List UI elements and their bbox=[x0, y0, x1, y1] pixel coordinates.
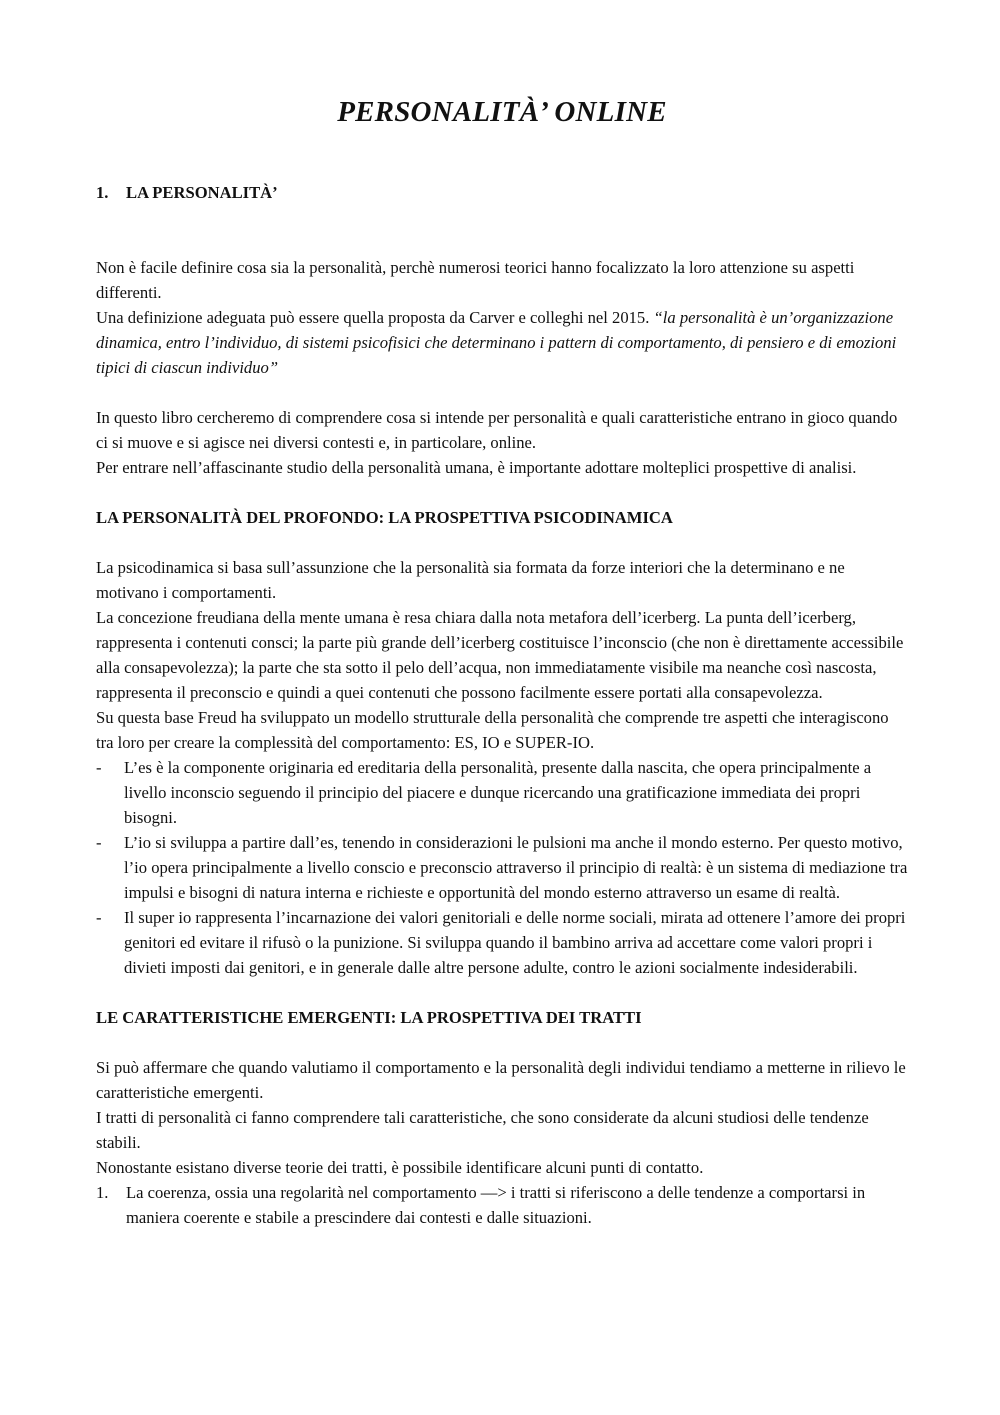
document-title: PERSONALITÀ’ ONLINE bbox=[337, 96, 667, 128]
paragraph: Per entrare nell’affascinante studio della personalità umana, è importante adottare molteplici prospettive di analisi. bbox=[96, 458, 857, 477]
list-item-text: L’io si sviluppa a partire dall’es, tenendo in considerazioni le pulsioni ma anche il mondo esterno. Per questo motivo, l’io opera principalmente a livello conscio e preconscio attraverso il principio di realtà: è un sistema di mediazione tra impulsi e bisogni di natura interna e richieste e opportunità del mondo esterno attraverso un esame di realtà. bbox=[124, 833, 908, 902]
section-heading-psicodinamica: LA PERSONALITÀ DEL PROFONDO: LA PROSPETTIVA PSICODINAMICA bbox=[96, 508, 673, 527]
list-number: 1. bbox=[96, 1183, 109, 1202]
paragraph: La psicodinamica si basa sull’assunzione che la personalità sia formata da forze interiori che la determinano e ne motivano i comportamenti. bbox=[96, 558, 845, 602]
dash-list bbox=[96, 755, 908, 980]
list-marker: - bbox=[96, 908, 102, 927]
section-heading-tratti: LE CARATTERISTICHE EMERGENTI: LA PROSPETTIVA DEI TRATTI bbox=[96, 1008, 642, 1027]
list-marker: - bbox=[96, 833, 102, 852]
paragraph: In questo libro cercheremo di comprendere cosa si intende per personalità e quali caratteristiche entrano in gioco quando ci si muove e si agisce nei diversi contesti e, in particolare, online. bbox=[96, 408, 898, 452]
list-item-text: La coerenza, ossia una regolarità nel comportamento —> i tratti si riferiscono a delle tendenze a comportarsi in maniera coerente e stabile a prescindere dai contesti e dalle situazioni. bbox=[126, 1183, 866, 1227]
paragraph-definition bbox=[96, 305, 908, 380]
paragraph: I tratti di personalità ci fanno comprendere tali caratteristiche, che sono considerate da alcuni studiosi delle tendenze stabili. bbox=[96, 1108, 869, 1152]
document-page bbox=[96, 88, 908, 1230]
paragraph: La concezione freudiana della mente umana è resa chiara dalla nota metafora dell’icerberg. La punta dell’icerberg, rappresenta i contenuti consci; la parte più grande dell’icerberg costituisce l’inconscio (che non è direttamente accessibile alla consapevolezza); la parte che sta sotto il pelo dell’acqua, non immediatamente visibile ma neanche così nascosta, rappresenta il preconscio e quindi a quei contenuti che possono facilmente essere portati alla consapevolezza. bbox=[96, 608, 904, 702]
list-marker: - bbox=[96, 758, 102, 777]
definition-intro: Una definizione adeguata può essere quella proposta da Carver e colleghi nel 2015. bbox=[96, 308, 654, 327]
definition-quote: “la personalità è un’organizzazione dinamica, entro l’individuo, di sistemi psicofisici che determinano i pattern di comportamento, di pensiero e di emozioni tipici di ciascun individuo” bbox=[96, 308, 897, 377]
list-item-text: L’es è la componente originaria ed ereditaria della personalità, presente dalla nascita, che opera principalmente a livello inconscio seguendo il principio del piacere e dunque ricercando una gratificazione immediata dei propri bisogni. bbox=[124, 758, 872, 827]
list-item bbox=[96, 830, 908, 905]
section-number: 1. bbox=[96, 183, 109, 202]
list-item-text: Il super io rappresenta l’incarnazione dei valori genitoriali e delle norme sociali, mirata ad ottenere l’amore dei propri genitori ed evitare il rifusò o la punizione. Si sviluppa quando il bambino arriva ad accettare come valori propri i divieti imposti dai genitori, e in generale dalle altre persone adulte, contro le azioni socialmente indesiderabili. bbox=[124, 908, 906, 977]
paragraph: Non è facile definire cosa sia la personalità, perchè numerosi teorici hanno focalizzato la loro attenzione su aspetti differenti. bbox=[96, 258, 855, 302]
numbered-list bbox=[96, 1180, 908, 1230]
paragraph: Si può affermare che quando valutiamo il comportamento e la personalità degli individui tendiamo a metterne in rilievo le caratteristiche emergenti. bbox=[96, 1058, 906, 1102]
list-item bbox=[96, 905, 908, 980]
paragraph: Nonostante esistano diverse teorie dei tratti, è possibile identificare alcuni punti di contatto. bbox=[96, 1158, 704, 1177]
paragraph: Su questa base Freud ha sviluppato un modello strutturale della personalità che comprende tre aspetti che interagiscono tra loro per creare la complessità del comportamento: ES, IO e SUPER-IO. bbox=[96, 708, 889, 752]
list-item bbox=[96, 755, 908, 830]
list-item bbox=[96, 1180, 908, 1230]
section-heading-personalita bbox=[96, 180, 908, 205]
section-heading-text: LA PERSONALITÀ’ bbox=[126, 183, 278, 202]
